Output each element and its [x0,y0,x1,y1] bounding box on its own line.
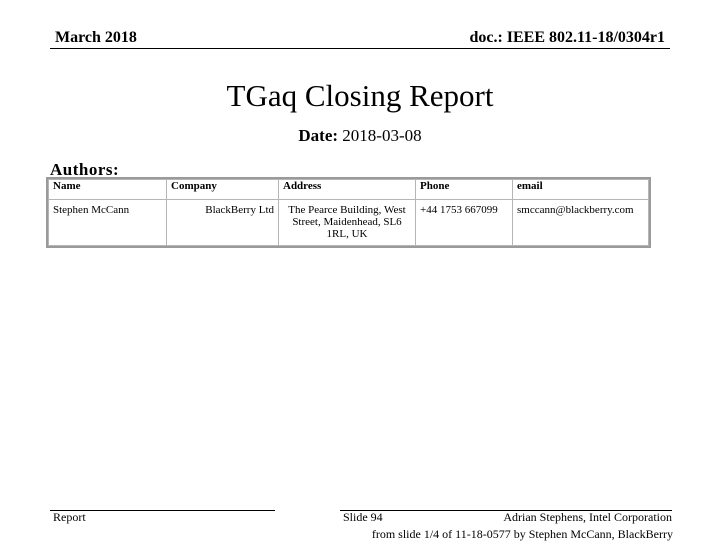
header-date: March 2018 [55,29,137,46]
column-header-email: email [513,180,649,200]
date-value: 2018-03-08 [342,126,422,145]
footer-slide-number: Slide 94 [343,510,383,524]
date-label: Date: [298,126,339,145]
date-line [0,126,720,146]
footer-author: Adrian Stephens, Intel Corporation [503,510,672,524]
authors-table [48,179,649,246]
footer-report-label: Report [53,510,86,524]
author-address: The Pearce Building, West Street, Maidenhead, SL6 1RL, UK [279,200,416,246]
author-email: smccann@blackberry.com [513,200,649,246]
author-phone: +44 1753 667099 [416,200,513,246]
column-header-name: Name [49,180,167,200]
footer-source: from slide 1/4 of 11-18-0577 by Stephen McCann, BlackBerry [371,527,673,541]
table-header-row [49,180,649,200]
header-doc-id: doc.: IEEE 802.11-18/0304r1 [469,29,665,46]
column-header-phone: Phone [416,180,513,200]
author-name: Stephen McCann [49,200,167,246]
column-header-address: Address [279,180,416,200]
table-row [49,200,649,246]
slide-title: TGaq Closing Report [226,78,494,113]
author-company: BlackBerry Ltd [167,200,279,246]
authors-label: Authors: [50,160,120,179]
column-header-company: Company [167,180,279,200]
header-rule [50,48,670,49]
